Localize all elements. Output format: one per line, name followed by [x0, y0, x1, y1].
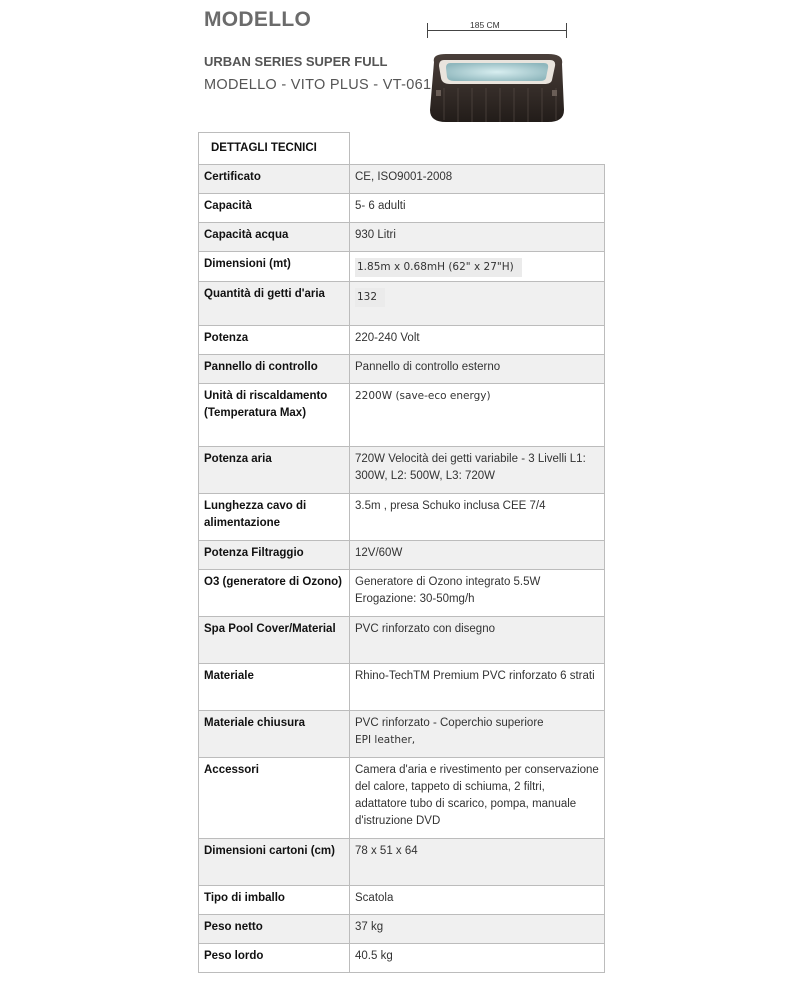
spec-key: Dimensioni cartoni (cm) [199, 839, 350, 886]
table-row [199, 886, 605, 915]
spec-value [350, 282, 605, 326]
table-row [199, 326, 605, 355]
table-row [199, 494, 605, 541]
spec-value [350, 711, 605, 758]
spec-value-text: 12V/60W [355, 547, 403, 559]
table-row [199, 944, 605, 973]
table-row [199, 447, 605, 494]
spec-key: Lunghezza cavo di alimentazione [199, 494, 350, 541]
spec-key: Peso lordo [199, 944, 350, 973]
spec-value-text: Scatola [355, 892, 394, 904]
specs-rows [199, 165, 605, 973]
spec-value [350, 617, 605, 664]
table-header: DETTAGLI TECNICI [199, 133, 350, 165]
series-name: URBAN SERIES SUPER FULL [204, 54, 388, 69]
spec-key: Accessori [199, 758, 350, 839]
spec-key: Potenza aria [199, 447, 350, 494]
spec-key: Certificato [199, 165, 350, 194]
table-row [199, 355, 605, 384]
spec-value [350, 541, 605, 570]
table-row [199, 570, 605, 617]
spec-value-text-2: EPI leather, [355, 734, 416, 746]
spec-value [350, 326, 605, 355]
table-row [199, 165, 605, 194]
spec-value-text: CE, ISO9001-2008 [355, 171, 453, 183]
spec-value-text: 40.5 kg [355, 950, 393, 962]
spec-key: Materiale [199, 664, 350, 711]
spec-key: Potenza Filtraggio [199, 541, 350, 570]
spec-value [350, 664, 605, 711]
dimension-label: 185 CM [470, 20, 500, 30]
spec-key: Pannello di controllo [199, 355, 350, 384]
spec-value-text: 132 [355, 288, 385, 307]
spec-key: O3 (generatore di Ozono) [199, 570, 350, 617]
dimension-line [427, 30, 567, 31]
spec-key: Capacità acqua [199, 223, 350, 252]
spec-key: Spa Pool Cover/Material [199, 617, 350, 664]
spec-key: Dimensioni (mt) [199, 252, 350, 282]
table-row [199, 664, 605, 711]
spec-key: Potenza [199, 326, 350, 355]
spec-value-text: 3.5m , presa Schuko inclusa CEE 7/4 [355, 500, 546, 512]
spec-value [350, 165, 605, 194]
spec-key: Materiale chiusura [199, 711, 350, 758]
table-row [199, 282, 605, 326]
table-row [199, 915, 605, 944]
spec-value [350, 355, 605, 384]
spec-value-text: Rhino-TechTM Premium PVC rinforzato 6 strati [355, 670, 595, 682]
spec-value-text: 78 x 51 x 64 [355, 845, 418, 857]
table-row [199, 617, 605, 664]
spec-value [350, 915, 605, 944]
spec-value-text: 37 kg [355, 921, 384, 933]
table-row [199, 252, 605, 282]
spec-value [350, 839, 605, 886]
table-row [199, 711, 605, 758]
spec-value [350, 570, 605, 617]
spec-key: Quantità di getti d'aria [199, 282, 350, 326]
spec-key: Tipo di imballo [199, 886, 350, 915]
spec-value [350, 758, 605, 839]
spec-value-text: PVC rinforzato - Coperchio superiore [355, 717, 544, 729]
spa-tub-image [424, 50, 570, 126]
spec-value-text: 220-240 Volt [355, 332, 420, 344]
spec-key: Peso netto [199, 915, 350, 944]
spec-value [350, 252, 605, 282]
spec-value [350, 447, 605, 494]
spec-key: Unità di riscaldamento (Temperatura Max) [199, 384, 350, 447]
dimension-tick-right [566, 23, 567, 38]
spec-value-text: 930 Litri [355, 229, 396, 241]
spec-value-text: 720W Velocità dei getti variabile - 3 Livelli L1: 300W, L2: 500W, L3: 720W [355, 453, 586, 482]
page-title: MODELLO [204, 8, 312, 31]
spec-value-text: PVC rinforzato con disegno [355, 623, 495, 635]
spec-value-text: Pannello di controllo esterno [355, 361, 501, 373]
table-row [199, 194, 605, 223]
spec-value-text: 5- 6 adulti [355, 200, 406, 212]
spec-value-text: 2200W (save-eco energy) [355, 390, 491, 402]
dimension-tick-left [427, 23, 428, 38]
spec-value [350, 194, 605, 223]
spec-value-text: 1.85m x 0.68mH (62" x 27"H) [355, 258, 522, 277]
specs-table [198, 132, 605, 973]
spec-value [350, 494, 605, 541]
table-row [199, 541, 605, 570]
spec-value [350, 384, 605, 447]
table-row [199, 223, 605, 252]
spec-value-text: Camera d'aria e rivestimento per conservazione del calore, tappeto di schiuma, 2 filtri, adattatore tubo di scarico, pompa, manuale d'istruzione DVD [355, 764, 599, 827]
model-name: MODELLO - VITO PLUS - VT-061 [204, 77, 432, 93]
table-row [199, 758, 605, 839]
spec-value-text: Generatore di Ozono integrato 5.5W Erogazione: 30-50mg/h [355, 576, 541, 605]
spec-value [350, 944, 605, 973]
table-row [199, 384, 605, 447]
spec-value [350, 886, 605, 915]
table-row [199, 839, 605, 886]
spec-value [350, 223, 605, 252]
spec-key: Capacità [199, 194, 350, 223]
